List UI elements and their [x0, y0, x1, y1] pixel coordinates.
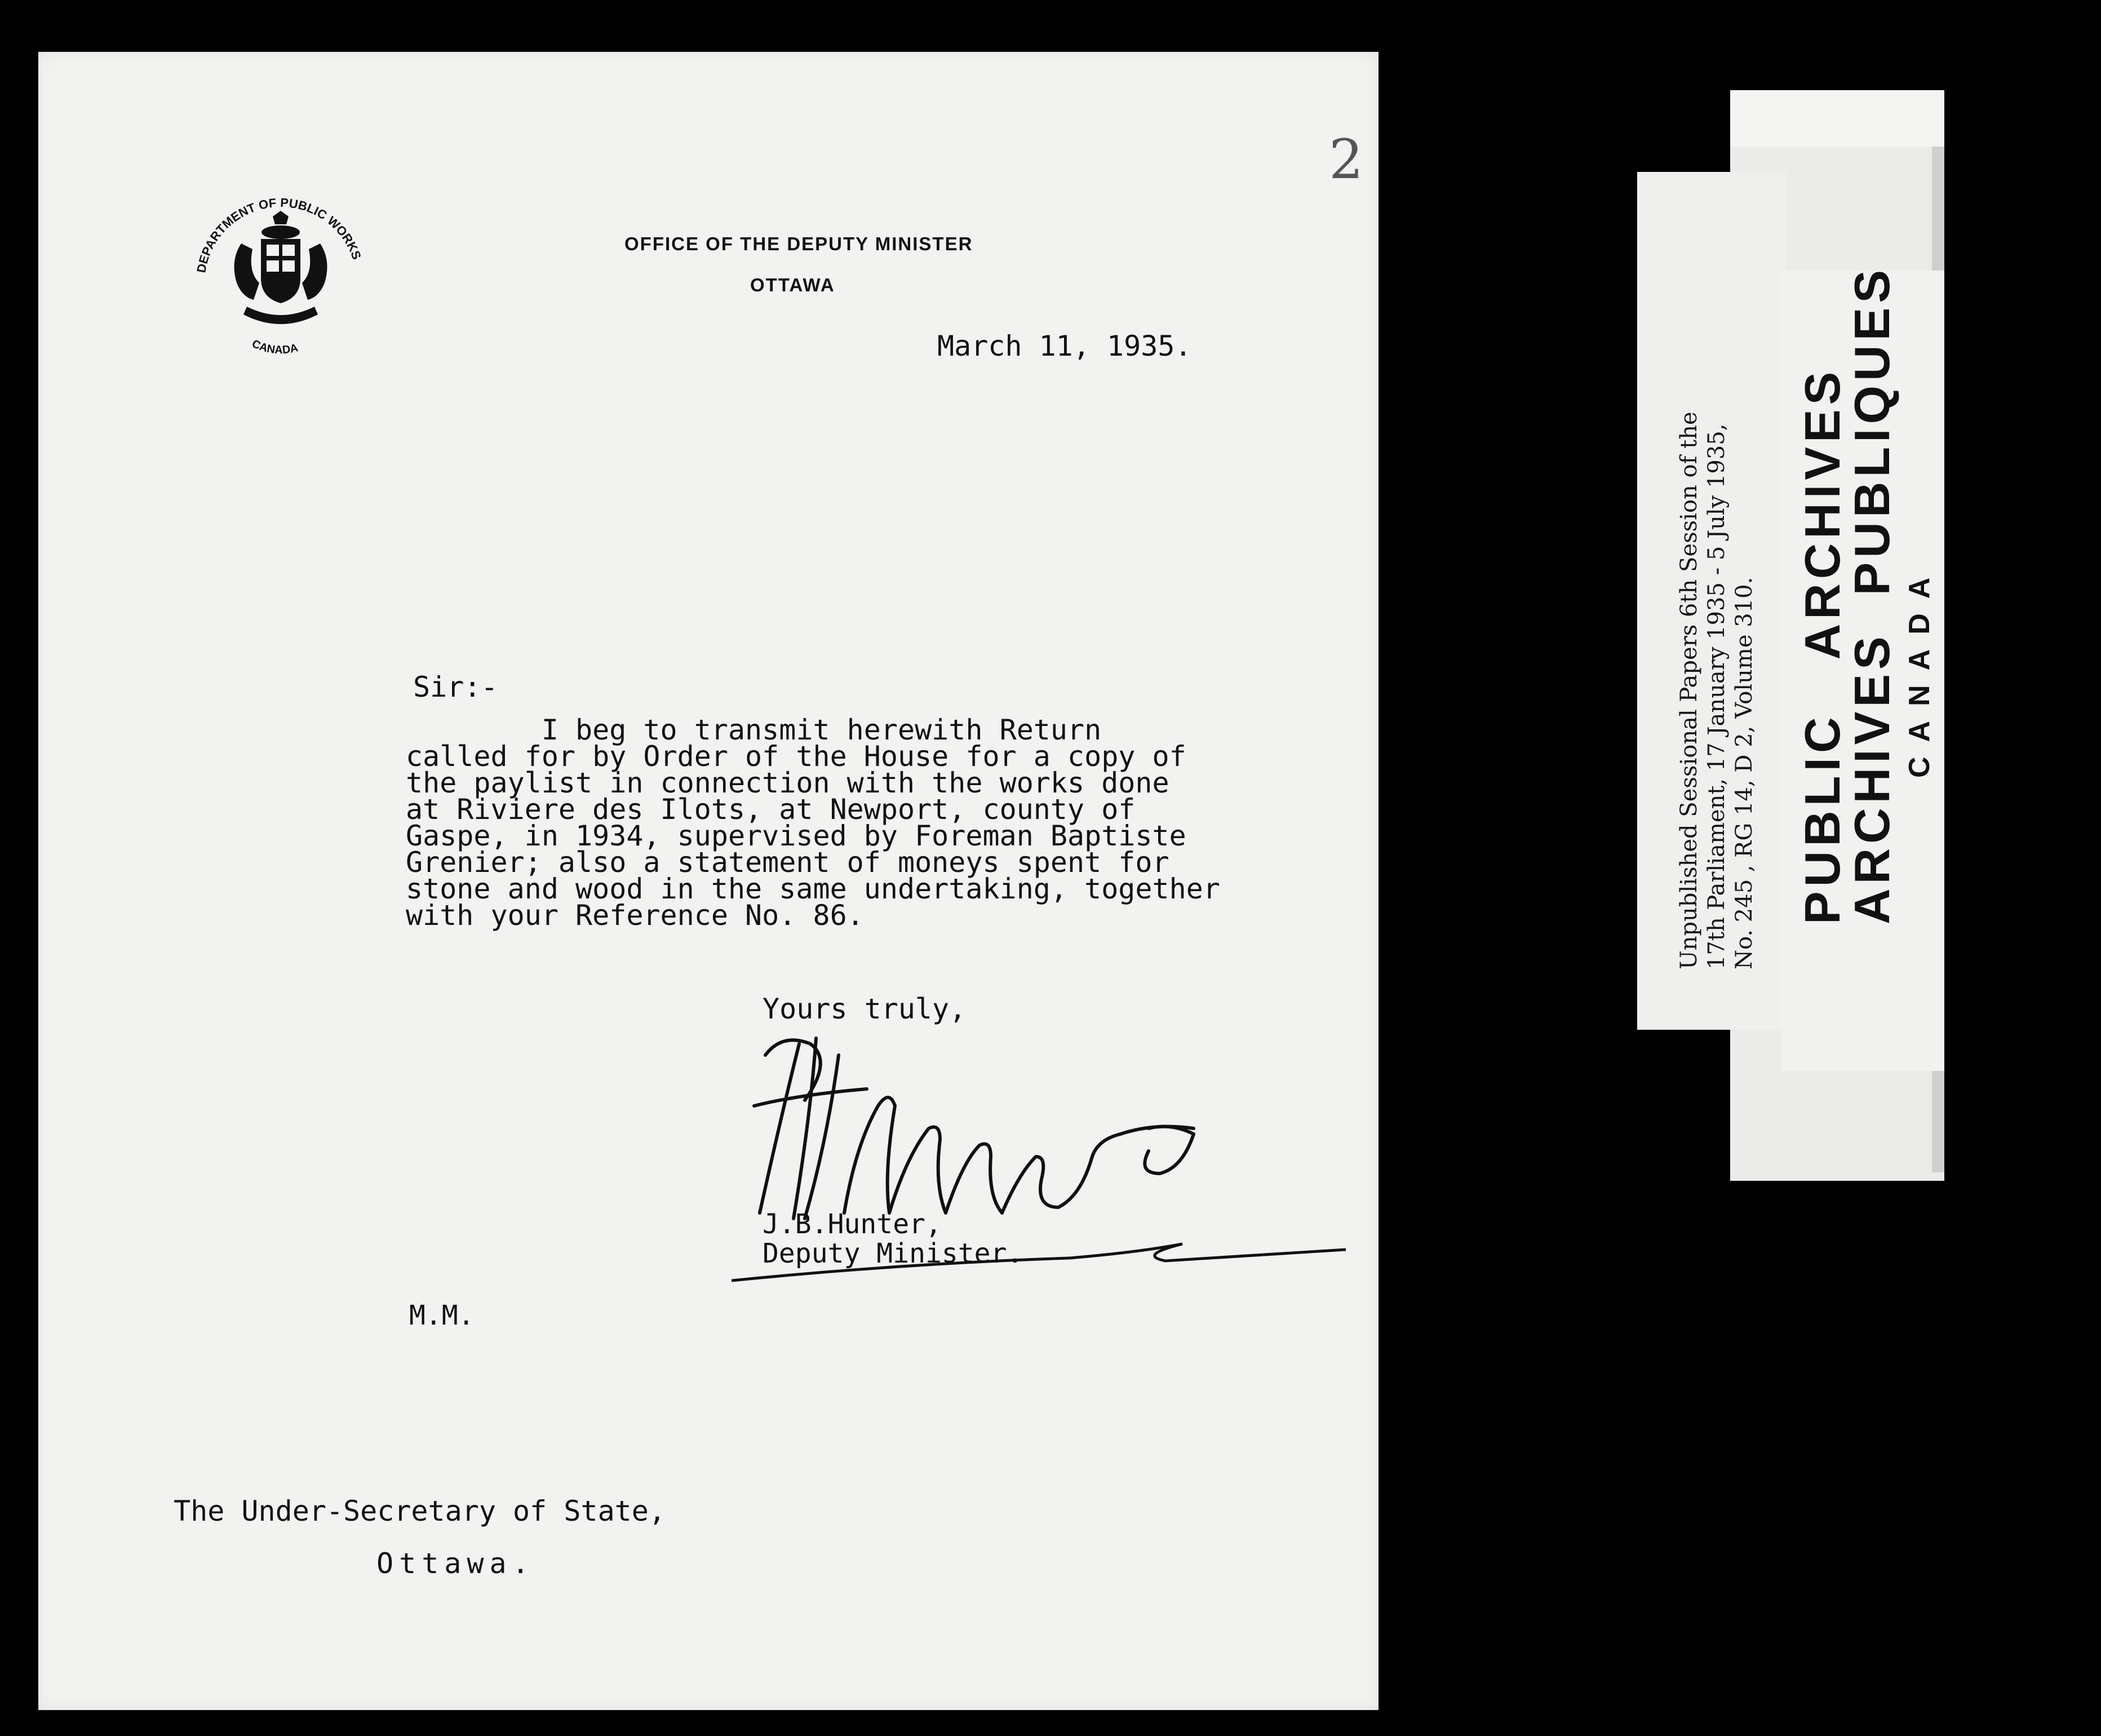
svg-text:DEPARTMENT OF PUBLIC WORKS: DEPARTMENT OF PUBLIC WORKS — [194, 195, 364, 274]
addressee-line-1: The Under-Secretary of State, — [174, 1495, 666, 1527]
signatory-title: Deputy Minister. — [763, 1238, 1023, 1269]
body-line: Gaspe, in 1934, supervised by Foreman Baptiste — [406, 820, 1186, 852]
archives-stamp-line-3: CANADA — [1903, 563, 1936, 778]
signature-underline — [732, 1224, 1357, 1292]
archives-stamp — [1794, 265, 1942, 924]
body-line: stone and wood in the same undertaking, together — [406, 873, 1220, 905]
body-line: at Riviere des Ilots, at Newport, county of — [406, 793, 1136, 826]
letter-page — [38, 52, 1378, 1710]
letter-date: March 11, 1935. — [937, 330, 1192, 362]
body-line: the paylist in connection with the works done — [406, 767, 1169, 799]
archive-note-line: Unpublished Sessional Papers 6th Session of the — [1676, 411, 1702, 969]
archive-note-line: 17th Parliament, 17 January 1935 - 5 July 1935, — [1704, 423, 1730, 969]
closing: Yours truly, — [763, 993, 967, 1025]
letter-body — [406, 714, 1220, 932]
typist-initials: M.M. — [409, 1300, 475, 1331]
archive-note — [1676, 411, 1758, 969]
body-line: I beg to transmit herewith Return — [406, 714, 1102, 746]
addressee-line-2: Ottawa. — [376, 1547, 535, 1580]
archives-stamp-line-1: PUBLIC ARCHIVES — [1794, 367, 1850, 924]
office-heading: OFFICE OF THE DEPUTY MINISTER — [624, 233, 973, 254]
body-line: Grenier; also a statement of moneys spent for — [406, 846, 1169, 879]
signatory-name: J.B.Hunter, — [763, 1208, 942, 1240]
svg-text:CANADA: CANADA — [250, 337, 300, 357]
office-city: OTTAWA — [750, 274, 835, 295]
salutation: Sir:- — [413, 671, 498, 703]
archives-stamp-line-2: ARCHIVES PUBLIQUES — [1844, 265, 1900, 924]
body-line: with your Reference No. 86. — [406, 899, 864, 932]
page-number: 2 — [1329, 128, 1364, 191]
body-line: called for by Order of the House for a copy of — [406, 740, 1186, 773]
department-seal — [179, 176, 382, 362]
archive-note-line: No. 245 , RG 14, D 2, Volume 310. — [1731, 577, 1757, 969]
